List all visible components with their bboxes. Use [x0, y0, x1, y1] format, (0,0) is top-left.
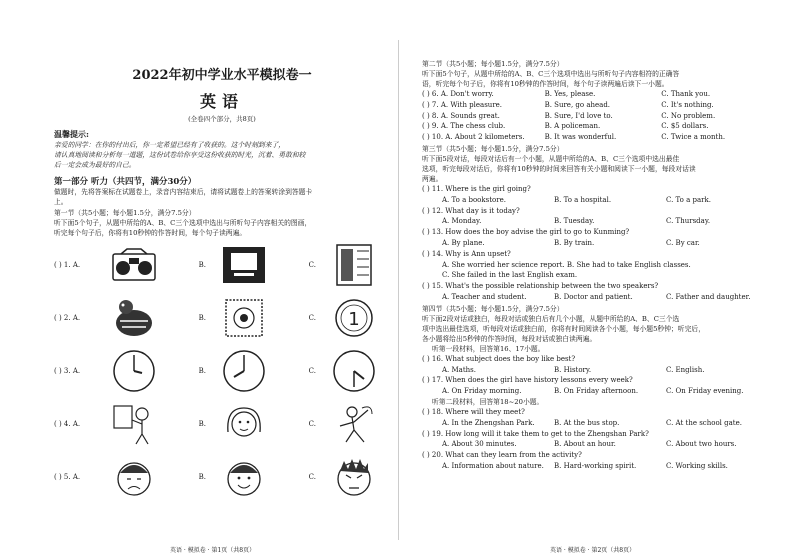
- question-options: [422, 386, 778, 397]
- option-b: B. By train.: [554, 238, 595, 247]
- question-row: [422, 111, 778, 122]
- question-options: [422, 439, 778, 450]
- option-a: A. About 30 minutes.: [442, 440, 517, 449]
- option-label: B.: [198, 472, 206, 481]
- option-label: B.: [198, 366, 206, 375]
- question-options: [422, 216, 778, 227]
- part1-desc: 做题时，先将答案标在试题卷上，录音内容结束后，请将试题卷上的答案转涂到答题卡: [54, 188, 313, 196]
- option-c: C. At the school gate.: [666, 418, 742, 427]
- item-number: ( ) 1. A.: [54, 260, 81, 269]
- exam-note: (全卷四个部分，共8页): [188, 115, 256, 123]
- question-options: A. She worried her science report. B. She had to take English classes.: [442, 260, 691, 269]
- option-c: C. Twice a month.: [661, 133, 726, 142]
- option-a: A. On Friday morning.: [442, 387, 522, 396]
- question-options: [422, 461, 778, 472]
- question-stem: ( ) 17. When does the girl have history lessons every week?: [422, 376, 633, 385]
- option-label: B.: [198, 419, 206, 428]
- option-b: B. To a hospital.: [554, 195, 612, 204]
- question-stem: ( ) 19. How long will it take them to get to the Zhengshan Park?: [422, 429, 649, 438]
- question-stem: ( ) 20. What can they learn from the activity?: [422, 451, 582, 460]
- question-row: [422, 100, 778, 111]
- option-label: C.: [308, 472, 316, 481]
- section4-desc: 各小题将给出5秒钟的作答时间，每段对话或独白读两遍。: [422, 334, 597, 343]
- option-a: A. Teacher and student.: [442, 292, 527, 301]
- question-row: [422, 132, 778, 143]
- option-b: B. Yes, please.: [544, 90, 596, 98]
- subject-title: 英语: [199, 92, 244, 111]
- picture-item-5: [54, 450, 390, 503]
- option-c: C. To a park.: [666, 195, 711, 204]
- smiling-boy-icon: [218, 455, 270, 499]
- question-options: [422, 418, 778, 429]
- option-c: C. She failed in the last English exam.: [442, 271, 578, 280]
- section2-desc: 语，听完每个句子后，你将有10秒钟的作答时间，每个句子读两遍后读下一小题。: [422, 80, 669, 88]
- item-number: ( ) 2. A.: [54, 313, 81, 322]
- section2-heading: 第二节（共5小题；每小题1.5分，满分7.5分）: [422, 60, 564, 68]
- section3-desc: 听下面5段对话，每段对话后有一个小题，从题中所给的A、B、C三个选项中选出最佳: [422, 154, 680, 163]
- question-stem: ( ) 15. What's the possible relationship between the two speakers?: [422, 282, 659, 291]
- option-label: C.: [308, 366, 316, 375]
- option-c: C. About two hours.: [666, 440, 737, 449]
- sub-instruction: 听第二段材料，回答第18~20小题。: [432, 397, 544, 406]
- svg-text:1: 1: [348, 308, 360, 330]
- option-c: C. No problem.: [661, 111, 716, 120]
- section3-desc: 选项，听完每段对话后，你将有10秒钟的时间来回答有关小题和阅读下一小题，每段对话读: [422, 164, 696, 173]
- option-c: C. Thursday.: [666, 217, 711, 226]
- option-b: B. At the bus stop.: [554, 418, 620, 427]
- page-footer: 英语 · 模拟卷 · 第1页（共8页）: [170, 547, 256, 554]
- page-footer: 英语 · 模拟卷 · 第2页（共8页）: [550, 547, 636, 554]
- option-b: B. Sure, go ahead.: [544, 100, 611, 109]
- section1-desc: 听下面5个句子，从题中所给的A、B、C三个选项中选出与所听句子内容相关的图画，: [54, 219, 312, 227]
- option-c: C. By car.: [666, 238, 700, 247]
- section1-heading: 第一节（共5小题；每小题1.5分，满分7.5分）: [54, 209, 196, 217]
- option-label: B.: [198, 260, 206, 269]
- tiger-icon: [108, 296, 160, 340]
- option-b: B. Hard-working spirit.: [554, 461, 637, 470]
- option-a: A. Maths.: [442, 365, 476, 374]
- tip-line: 亲爱的同学：在你的付出后，你一定希望已经有了收获的。这个时刻到来了，: [54, 141, 286, 149]
- picture-item-2: [54, 291, 390, 344]
- part1-desc: 上。: [54, 198, 68, 206]
- option-c: C. On Friday evening.: [666, 387, 744, 396]
- picture-item-4: [54, 397, 390, 450]
- option-c: C. Working skills.: [666, 461, 728, 470]
- part1-heading: 第一部分 听力（共四节，满分30分）: [54, 177, 197, 187]
- tip-heading: 温馨提示:: [54, 129, 89, 139]
- section3-heading: 第三节（共5小题；每小题1.5分，满分7.5分）: [422, 144, 564, 153]
- stamp-icon: [218, 296, 270, 340]
- question-stem: ( ) 11. Where is the girl going?: [422, 184, 531, 193]
- coin-icon: [328, 296, 380, 340]
- picture-item-3: [54, 344, 390, 397]
- item-number: ( ) 4. A.: [54, 419, 81, 428]
- option-a: A. By plane.: [442, 238, 485, 247]
- clock-icon: [108, 349, 160, 393]
- clock-icon: [328, 349, 380, 393]
- question-stem: ( ) 6. A. Don't worry.: [422, 90, 494, 98]
- option-b: B. About an hour.: [554, 440, 616, 449]
- angry-boy-icon: [328, 455, 380, 499]
- fridge-icon: [328, 243, 380, 287]
- option-b: B. A policeman.: [544, 122, 601, 131]
- section1-desc: 听完每个句子后，你将有10秒钟的作答时间，每个句子读两遍。: [54, 229, 247, 237]
- crying-boy-icon: [108, 455, 160, 499]
- option-c: C. English.: [666, 365, 705, 374]
- item-number: ( ) 3. A.: [54, 366, 81, 375]
- computer-icon: [218, 243, 270, 287]
- tip-line: 后一定会成为最好的自己。: [54, 161, 136, 169]
- option-label: C.: [308, 260, 316, 269]
- question-row: [422, 89, 778, 100]
- option-a: A. Monday.: [442, 217, 482, 226]
- section2-desc: 听下面5个句子，从题中所给的A、B、C三个选项中选出与所听句子内容相符的正确答: [422, 70, 680, 78]
- section4-heading: 第四节（共5小题；每小题1.5分，满分7.5分）: [422, 304, 564, 313]
- option-label: C.: [308, 313, 316, 322]
- option-label: B.: [198, 313, 206, 322]
- question-stem: ( ) 13. How does the boy advise the girl to go to Kunming?: [422, 228, 630, 237]
- question-stem: ( ) 7. A. With pleasure.: [422, 100, 503, 109]
- question-stem: ( ) 12. What day is it today?: [422, 206, 520, 215]
- option-b: B. It was wonderful.: [544, 133, 617, 142]
- question-stem: ( ) 14. Why is Ann upset?: [422, 249, 511, 258]
- section4-desc: 听下面2段对话或独白，每段对话或独白后有几个小题，从题中所给的A、B、C三个选: [422, 314, 680, 323]
- option-b: B. Doctor and patient.: [554, 292, 633, 301]
- question-options: [422, 238, 778, 249]
- option-b: B. On Friday afternoon.: [554, 387, 639, 396]
- clock-icon: [218, 349, 270, 393]
- question-options: [422, 365, 778, 376]
- option-b: B. Sure, I'd love to.: [544, 111, 613, 120]
- option-label: C.: [308, 419, 316, 428]
- question-stem: ( ) 10. A. About 2 kilometers.: [422, 133, 525, 142]
- option-b: B. History.: [554, 365, 592, 374]
- exam-title: 2022年初中学业水平模拟卷一: [132, 68, 312, 83]
- question-row: [422, 121, 778, 132]
- option-c: C. Father and daughter.: [666, 292, 751, 301]
- option-a: A. In the Zhengshan Park.: [442, 418, 535, 427]
- item-number: ( ) 5. A.: [54, 472, 81, 481]
- question-stem: ( ) 8. A. Sounds great.: [422, 111, 500, 120]
- tip-line: 请认真地阅读和分析每一道题，这份试卷给你享受这份收获的时光，沉着、勇敢和较: [54, 151, 306, 159]
- section3-desc: 两遍。: [422, 174, 443, 183]
- page-2: [400, 0, 794, 560]
- question-stem: ( ) 16. What subject does the boy like best?: [422, 354, 576, 363]
- radio-icon: [108, 243, 160, 287]
- girl-face-icon: [218, 402, 270, 446]
- option-a: A. To a bookstore.: [442, 195, 506, 204]
- painting-boy-icon: [108, 402, 160, 446]
- option-c: C. $5 dollars.: [661, 122, 709, 131]
- option-c: C. Thank you.: [661, 90, 711, 98]
- picture-item-1: [54, 238, 390, 291]
- sub-instruction: 听第一段材料，回答第16、17小题。: [432, 344, 545, 353]
- option-b: B. Tuesday.: [554, 217, 595, 226]
- question-stem: ( ) 18. Where will they meet?: [422, 407, 525, 416]
- question-options: [422, 292, 778, 303]
- question-options: [422, 195, 778, 206]
- option-c: C. It's nothing.: [661, 100, 714, 109]
- option-a: A. Information about nature.: [442, 461, 544, 470]
- question-stem: ( ) 9. A. The chess club.: [422, 122, 506, 131]
- dancing-girl-icon: [328, 402, 380, 446]
- section4-desc: 项中选出最佳选项，听每段对话或独白前，你将有时间阅读各个小题，每小题5秒钟；听完后，: [422, 324, 705, 333]
